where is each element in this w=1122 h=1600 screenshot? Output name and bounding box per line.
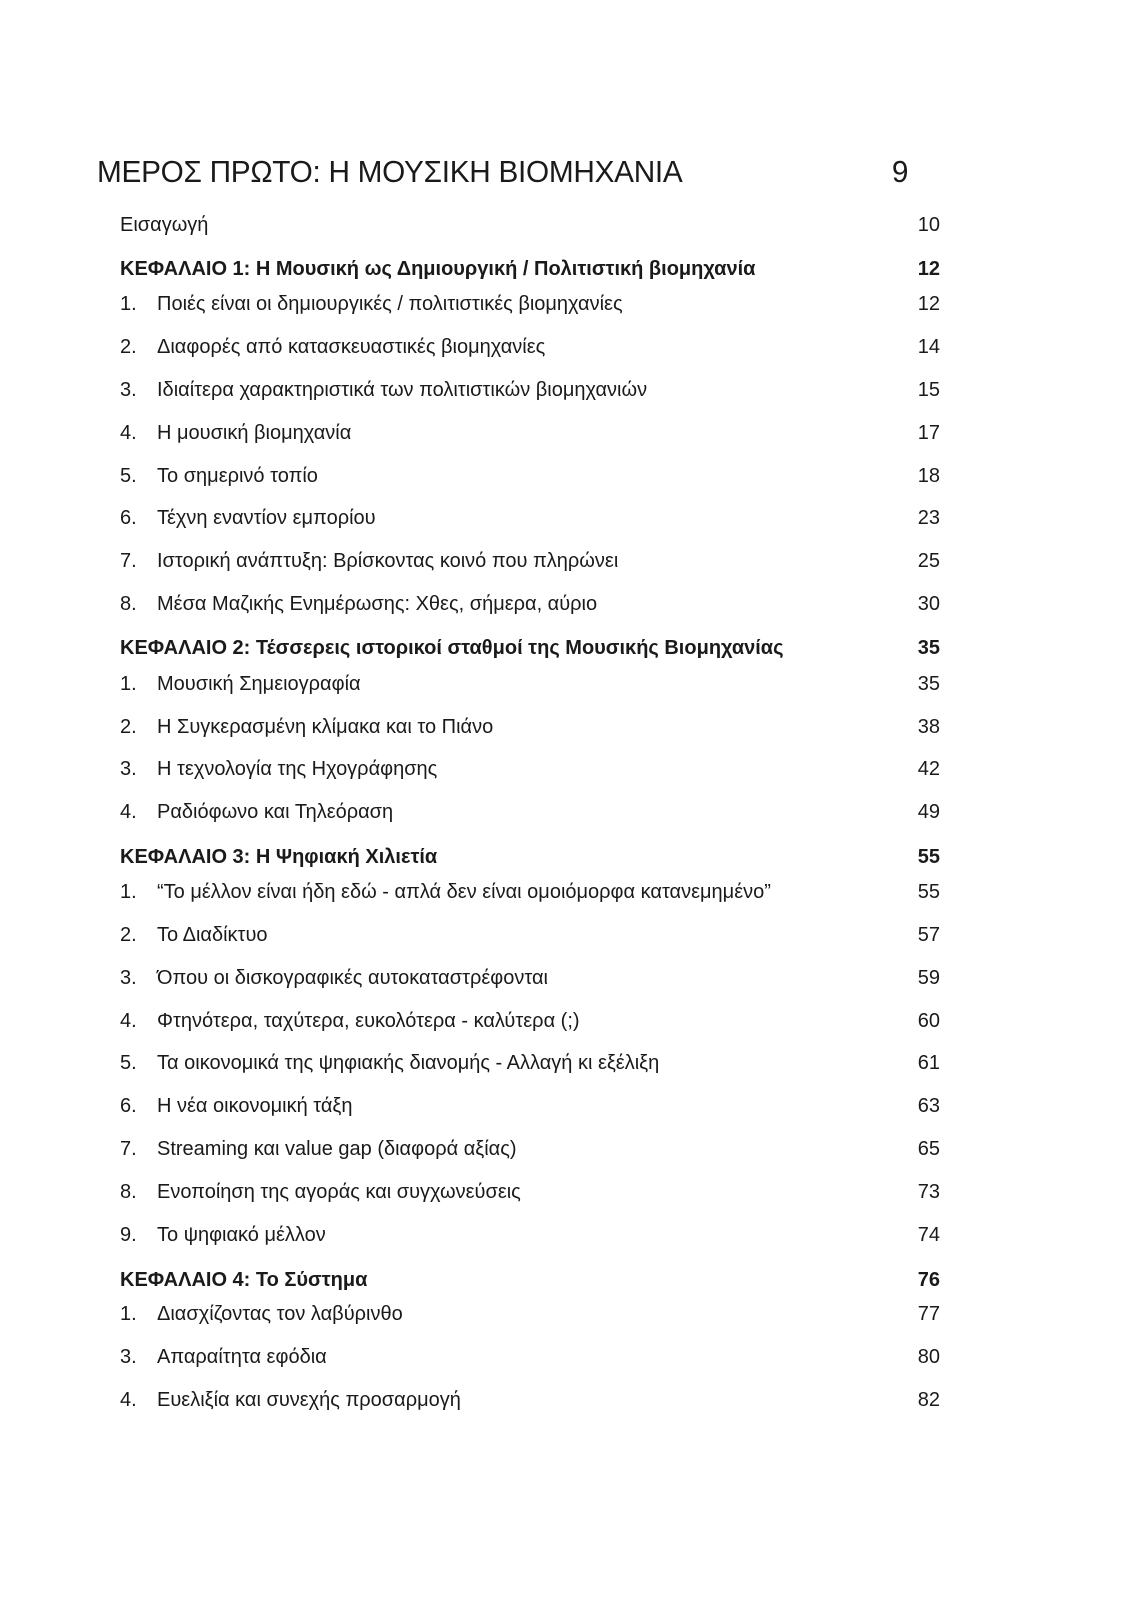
toc-entry-number: 3. <box>120 379 137 401</box>
toc-entry-title: Διασχίζοντας τον λαβύρινθο <box>157 1303 403 1325</box>
toc-entry-number: 4. <box>120 422 137 444</box>
toc-entry-page: 14 <box>917 336 940 358</box>
toc-entry[interactable] <box>120 1049 940 1077</box>
toc-entry-title: Διαφορές από κατασκευαστικές βιομηχανίες <box>157 336 546 358</box>
toc-entry[interactable] <box>120 590 940 618</box>
toc-entry-title: Η νέα οικονομική τάξη <box>157 1095 353 1117</box>
toc-entry[interactable] <box>120 1221 940 1249</box>
toc-entry[interactable] <box>120 1178 940 1206</box>
toc-entry-page: 80 <box>917 1346 940 1368</box>
toc-entry-title: “Το μέλλον είναι ήδη εδώ - απλά δεν είναι ομοιόμορφα κατανεμημένο” <box>157 881 771 903</box>
toc-entry-page: 12 <box>917 293 940 315</box>
toc-entry-number: 8. <box>120 593 137 615</box>
toc-entry[interactable] <box>120 755 940 783</box>
toc-entry-page: 10 <box>917 214 940 236</box>
toc-entry[interactable] <box>120 1300 940 1328</box>
toc-chapter-heading[interactable] <box>120 634 940 662</box>
toc-entry-title: Εισαγωγή <box>120 214 209 236</box>
part-heading-title: ΜΕΡΟΣ ΠΡΩΤΟ: Η ΜΟΥΣΙΚΗ ΒΙΟΜΗΧΑΝΙΑ <box>97 154 683 189</box>
toc-entry-title: Η τεχνολογία της Ηχογράφησης <box>157 758 438 780</box>
toc-chapter-heading[interactable] <box>120 843 940 871</box>
toc-entry[interactable] <box>120 376 940 404</box>
toc-entry-page: 49 <box>917 801 940 823</box>
toc-entry-page: 63 <box>917 1095 940 1117</box>
toc-entry[interactable] <box>120 290 940 318</box>
toc-entry-number: 5. <box>120 465 137 487</box>
toc-entry[interactable] <box>120 504 940 532</box>
toc-entry-page: 38 <box>917 716 940 738</box>
toc-entry-number: 6. <box>120 507 137 529</box>
toc-entry-page: 15 <box>917 379 940 401</box>
toc-entry-title: Μέσα Μαζικής Ενημέρωσης: Χθες, σήμερα, αύριο <box>157 593 598 615</box>
toc-chapter-heading[interactable] <box>120 1266 940 1294</box>
toc-entry-number: 7. <box>120 550 137 572</box>
toc-entry-page: 18 <box>917 465 940 487</box>
toc-chapter-page: 12 <box>917 258 940 280</box>
toc-entry[interactable] <box>120 798 940 826</box>
toc-entry[interactable] <box>120 1092 940 1120</box>
toc-entry-number: 1. <box>120 673 137 695</box>
toc-entry-title: Τα οικονομικά της ψηφιακής διανομής - Αλλαγή κι εξέλιξη <box>157 1052 660 1074</box>
toc-entry-title: Ιδιαίτερα χαρακτηριστικά των πολιτιστικών βιομηχανιών <box>157 379 648 401</box>
toc-entry-page: 60 <box>917 1010 940 1032</box>
toc-entry-page: 61 <box>917 1052 940 1074</box>
toc-entry-title: Ποιές είναι οι δημιουργικές / πολιτιστικές βιομηχανίες <box>157 293 623 315</box>
toc-entry-page: 35 <box>917 673 940 695</box>
toc-entry-number: 3. <box>120 967 137 989</box>
toc-entry-page: 65 <box>917 1138 940 1160</box>
toc-chapter-title: ΚΕΦΑΛΑΙΟ 1: Η Μουσική ως Δημιουργική / Πολιτιστική βιομηχανία <box>120 258 756 280</box>
toc-entry[interactable] <box>120 1135 940 1163</box>
toc-entry-title: Τέχνη εναντίον εμπορίου <box>157 507 376 529</box>
toc-entry[interactable] <box>120 1343 940 1371</box>
toc-entry-number: 6. <box>120 1095 137 1117</box>
toc-entry-number: 2. <box>120 716 137 738</box>
toc-entry[interactable] <box>120 670 940 698</box>
toc-entry[interactable] <box>120 964 940 992</box>
toc-entry-title: Το σημερινό τοπίο <box>157 465 318 487</box>
toc-entry-page: 30 <box>917 593 940 615</box>
toc-chapter-page: 55 <box>917 846 940 868</box>
toc-entry-number: 1. <box>120 293 137 315</box>
toc-entry-number: 8. <box>120 1181 137 1203</box>
toc-entry-number: 4. <box>120 1389 137 1411</box>
toc-entry-number: 9. <box>120 1224 137 1246</box>
toc-entry-title: Streaming και value gap (διαφορά αξίας) <box>157 1138 517 1160</box>
toc-entry[interactable] <box>120 713 940 741</box>
toc-entry[interactable] <box>120 921 940 949</box>
toc-entry-title: Φτηνότερα, ταχύτερα, ευκολότερα - καλύτερα (;) <box>157 1010 580 1032</box>
toc-entry-title: Ιστορική ανάπτυξη: Βρίσκοντας κοινό που πληρώνει <box>157 550 619 572</box>
toc-entry-title: Το ψηφιακό μέλλον <box>157 1224 326 1246</box>
toc-entry-number: 2. <box>120 924 137 946</box>
toc-entry-title: Ενοποίηση της αγοράς και συγχωνεύσεις <box>157 1181 521 1203</box>
toc-entry-page: 57 <box>917 924 940 946</box>
toc-entry[interactable] <box>120 462 940 490</box>
toc-entry[interactable] <box>120 1386 940 1414</box>
toc-entry-page: 23 <box>917 507 940 529</box>
toc-entry-title: Η Συγκερασμένη κλίμακα και το Πιάνο <box>157 716 494 738</box>
toc-entry-number: 3. <box>120 758 137 780</box>
toc-chapter-page: 76 <box>917 1269 940 1291</box>
toc-entry[interactable] <box>120 419 940 447</box>
toc-entry-page: 59 <box>917 967 940 989</box>
toc-entry-number: 5. <box>120 1052 137 1074</box>
toc-chapter-title: ΚΕΦΑΛΑΙΟ 2: Τέσσερεις ιστορικοί σταθμοί της Μουσικής Βιομηχανίας <box>120 637 784 659</box>
toc-chapter-heading[interactable] <box>120 255 940 283</box>
toc-entry[interactable] <box>120 1007 940 1035</box>
toc-chapter-page: 35 <box>917 637 940 659</box>
toc-entry-page: 17 <box>917 422 940 444</box>
toc-entry-title: Απαραίτητα εφόδια <box>157 1346 327 1368</box>
toc-entry-page: 55 <box>917 881 940 903</box>
toc-chapter-title: ΚΕΦΑΛΑΙΟ 3: Η Ψηφιακή Χιλιετία <box>120 846 438 868</box>
toc-entry-number: 1. <box>120 1303 137 1325</box>
toc-entry-page: 25 <box>917 550 940 572</box>
toc-entry-number: 7. <box>120 1138 137 1160</box>
toc-entry-page: 42 <box>917 758 940 780</box>
toc-entry[interactable] <box>120 878 940 906</box>
toc-entry-number: 2. <box>120 336 137 358</box>
part-heading-page: 9 <box>891 154 909 189</box>
toc-entry-number: 4. <box>120 1010 137 1032</box>
toc-entry-title: Το Διαδίκτυο <box>157 924 268 946</box>
toc-entry-title: Ραδιόφωνο και Τηλεόραση <box>157 801 394 823</box>
toc-entry-page: 73 <box>917 1181 940 1203</box>
toc-entry-title: Όπου οι δισκογραφικές αυτοκαταστρέφονται <box>157 967 548 989</box>
toc-entry-page: 74 <box>917 1224 940 1246</box>
toc-entry-page: 77 <box>917 1303 940 1325</box>
toc-entry-title: Η μουσική βιομηχανία <box>157 422 352 444</box>
toc-entry[interactable] <box>120 547 940 575</box>
toc-entry-number: 3. <box>120 1346 137 1368</box>
toc-entry-number: 1. <box>120 881 137 903</box>
toc-entry-title: Μουσική Σημειογραφία <box>157 673 361 695</box>
toc-entry-number: 4. <box>120 801 137 823</box>
toc-entry-page: 82 <box>917 1389 940 1411</box>
toc-entry-intro[interactable] <box>120 211 940 239</box>
toc-chapter-title: ΚΕΦΑΛΑΙΟ 4: Το Σύστημα <box>120 1269 368 1291</box>
toc-entry[interactable] <box>120 333 940 361</box>
toc-entry-title: Ευελιξία και συνεχής προσαρμογή <box>157 1389 461 1411</box>
